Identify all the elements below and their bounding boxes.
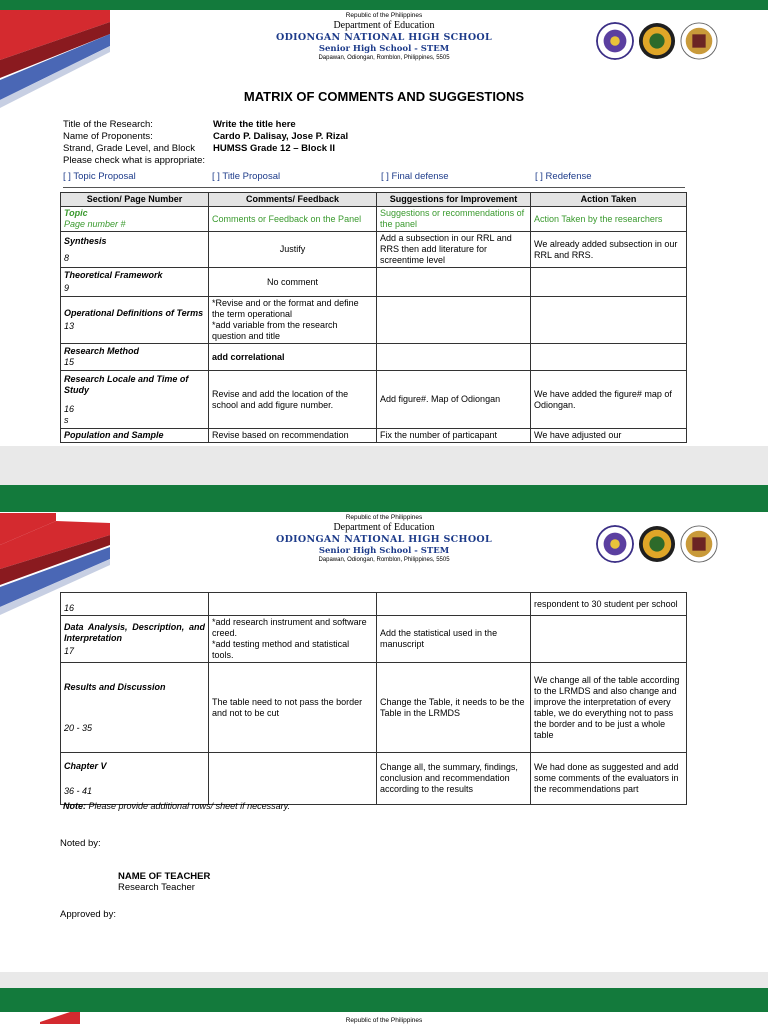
action-cell [531, 344, 687, 371]
seals [596, 22, 718, 60]
info-label: Name of Proponents: [63, 131, 153, 142]
comment-cell: Revise based on recommendation [209, 429, 377, 443]
action-cell: We have adjusted our [531, 429, 687, 443]
republic-text: Republic of the Philippines [345, 12, 423, 19]
department-text: Department of Education [333, 20, 435, 31]
comment-cell: *Revise and or the format and define the term operational *add variable from the research question and title [209, 297, 377, 344]
comment-cell: No comment [209, 268, 377, 297]
republic-text: Republic of the Philippines [345, 514, 423, 521]
action-cell: Action Taken by the researchers [531, 207, 687, 232]
page-number: 8 [64, 252, 70, 263]
table-row [61, 371, 687, 429]
action-cell: We already added subsection in our RRL and RRS. [531, 232, 687, 268]
check-final-defense[interactable]: [ ] Final defense [381, 171, 449, 182]
comment-cell: Justify [209, 232, 377, 268]
section-name: Synthesis [64, 235, 107, 246]
page-number: 16 [64, 603, 75, 613]
deped-seal-icon [596, 22, 634, 60]
department-text: Department of Education [333, 522, 435, 533]
school-name: ODIONGAN NATIONAL HIGH SCHOOL [276, 534, 492, 545]
action-cell: We had done as suggested and add some comments of the evaluators in the recommendations part [531, 753, 687, 805]
section-name: Chapter V [64, 760, 107, 771]
suggestion-cell [377, 297, 531, 344]
header-suggestions: Suggestions for Improvement [377, 193, 531, 207]
noted-by-label: Noted by: [60, 838, 101, 849]
school-name: ODIONGAN NATIONAL HIGH SCHOOL [276, 32, 492, 43]
republic-text: Republic of the Philippines [345, 1017, 423, 1024]
note-text: Please provide additional rows/ sheet if necessary. [86, 801, 290, 811]
suggestion-cell [377, 268, 531, 297]
page-number: Page number # [64, 219, 126, 229]
table-row [61, 753, 687, 805]
suggestion-cell [377, 344, 531, 371]
comments-table [60, 192, 687, 443]
action-cell: respondent to 30 student per school [531, 593, 687, 616]
document-title: MATRIX OF COMMENTS AND SUGGESTIONS [243, 89, 525, 104]
comments-table-continued [60, 592, 687, 805]
header-comments: Comments/ Feedback [209, 193, 377, 207]
page-number: 16 s [64, 403, 75, 425]
note [63, 801, 290, 811]
page-number: 20 - 35 [64, 722, 93, 733]
divider [63, 187, 685, 188]
section-name: Operational Definitions of Terms [64, 308, 204, 318]
address-text: Dapawan, Odiongan, Romblon, Philippines, 5505 [318, 55, 450, 61]
page-3 [0, 988, 768, 1024]
page-number: 9 [64, 283, 70, 293]
check-redefense[interactable]: [ ] Redefense [535, 171, 592, 182]
page-1 [0, 0, 768, 446]
section-name: Data Analysis, Description, and Interpretation [64, 621, 205, 643]
suggestion-cell: Change all, the summary, findings, conclusion and recommendation according to the results [377, 753, 531, 805]
section-name: Population and Sample [64, 430, 164, 440]
suggestion-cell: Add a subsection in our RRL and RRS then add literature for screentime level [377, 232, 531, 268]
header-action: Action Taken [531, 193, 687, 207]
comment-cell [209, 593, 377, 616]
action-cell: We change all of the table according to the LRMDS and also change and improve the interpretation of every table, we do everything not to pass the border and to be just a whole table [531, 663, 687, 753]
strand-block: HUMSS Grade 12 – Block II [213, 143, 335, 154]
proponents: Cardo P. Dalisay, Jose P. Rizal [213, 131, 349, 142]
comment-cell: Comments or Feedback on the Panel [209, 207, 377, 232]
header-section: Section/ Page Number [61, 193, 209, 207]
approved-by-label: Approved by: [60, 909, 116, 920]
page-2 [0, 485, 768, 972]
table-row [61, 663, 687, 753]
shs-seal-icon [680, 525, 718, 563]
shs-seal-icon [680, 22, 718, 60]
green-top-bar [0, 988, 768, 1012]
seals [596, 525, 718, 563]
check-topic-proposal[interactable]: [ ] Topic Proposal [63, 171, 136, 182]
suggestion-cell: Add figure#. Map of Odiongan [377, 371, 531, 429]
note-label: Note: [63, 801, 86, 811]
section-name: Research Method [64, 346, 140, 356]
address-text: Dapawan, Odiongan, Romblon, Philippines, 5505 [318, 557, 450, 563]
comment-cell: *add research instrument and software creed. *add testing method and statistical tools. [209, 616, 377, 663]
suggestion-cell: Change the Table, it needs to be the Table in the LRMDS [377, 663, 531, 753]
action-cell [531, 268, 687, 297]
section-name: Topic [64, 208, 88, 218]
comment-cell: Revise and add the location of the school and add figure number. [209, 371, 377, 429]
suggestion-cell: Fix the number of particapant [377, 429, 531, 443]
table-row [61, 344, 687, 371]
action-cell: We have added the figure# map of Odiongan. [531, 371, 687, 429]
comment-cell [209, 753, 377, 805]
page-number: 13 [64, 321, 75, 331]
program-text: Senior High School - STEM [318, 546, 450, 556]
suggestion-cell [377, 593, 531, 616]
table-row [61, 232, 687, 268]
research-title: Write the title here [213, 119, 296, 130]
teacher-role: Research Teacher [118, 882, 195, 893]
letterhead [0, 1017, 768, 1024]
check-title-proposal[interactable]: [ ] Title Proposal [212, 171, 281, 182]
comment-cell: The table need to not pass the border and not to be cut [209, 663, 377, 753]
info-label: Strand, Grade Level, and Block [63, 143, 196, 154]
section-name: Theoretical Framework [64, 270, 163, 280]
table-row [61, 616, 687, 663]
suggestion-cell: Add the statistical used in the manuscript [377, 616, 531, 663]
comment-cell: add correlational [209, 344, 377, 371]
table-row [61, 268, 687, 297]
section-name: Research Locale and Time of Study [64, 373, 189, 395]
table-row [61, 429, 687, 443]
deped-seal-icon [596, 525, 634, 563]
page-number: 15 [64, 357, 75, 367]
info-label: Title of the Research: [63, 119, 153, 130]
table-row [61, 297, 687, 344]
action-cell [531, 297, 687, 344]
page-number: 36 - 41 [64, 785, 93, 796]
action-cell [531, 616, 687, 663]
teacher-name: NAME OF TEACHER [118, 871, 211, 882]
section-name: Results and Discussion [64, 681, 166, 692]
school-seal-icon [638, 22, 676, 60]
research-info [63, 119, 348, 167]
school-seal-icon [638, 525, 676, 563]
table-row [61, 207, 687, 232]
table-row [61, 593, 687, 616]
suggestion-cell: Suggestions or recommendations of the panel [377, 207, 531, 232]
program-text: Senior High School - STEM [318, 44, 450, 54]
info-label: Please check what is appropriate: [63, 155, 206, 166]
page-number: 17 [64, 645, 75, 656]
